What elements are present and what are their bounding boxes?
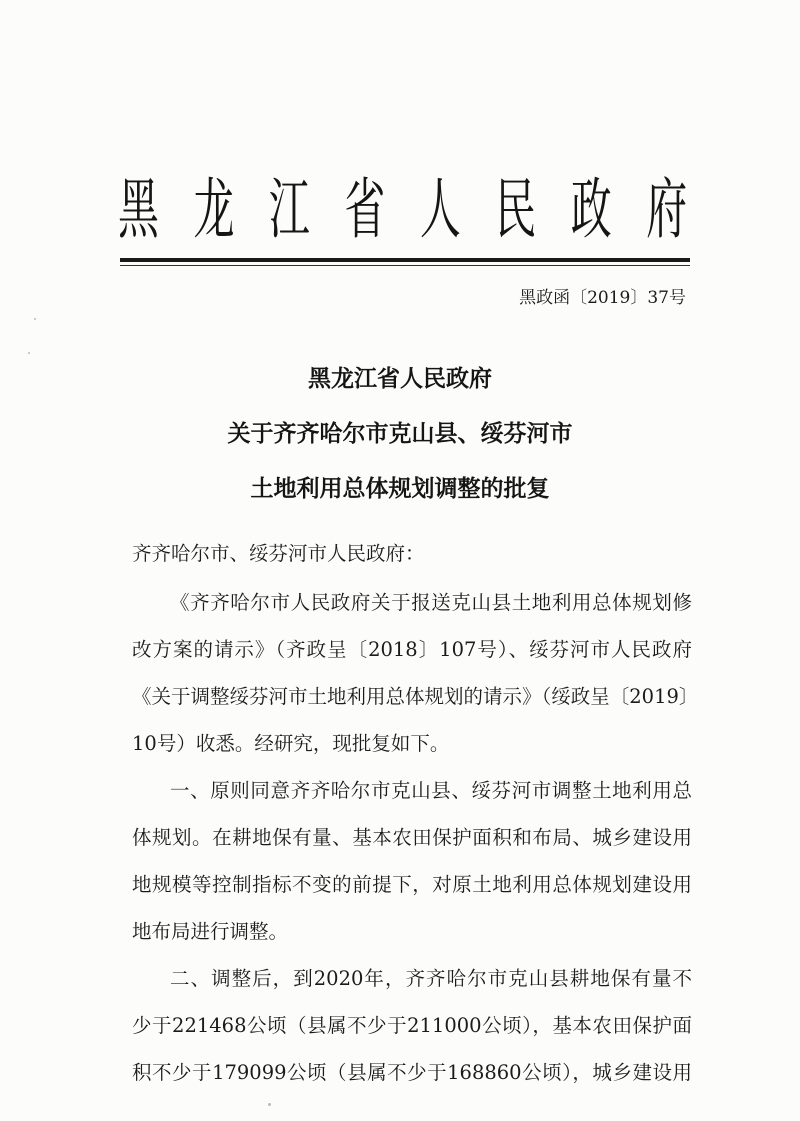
addressee: 齐齐哈尔市、绥芬河市人民政府： xyxy=(132,542,425,565)
scan-speck xyxy=(28,352,30,354)
paragraph-2-line: 体规划。在耕地保有量、基本农田保护面积和布局、城乡建设用 xyxy=(132,826,692,849)
paragraph-1-line: 改方案的请示》（齐政呈〔2018〕107号）、绥芬河市人民政府 xyxy=(132,638,692,661)
scan-speck xyxy=(34,318,36,320)
title-line-2: 关于齐齐哈尔市克山县、绥芬河市 xyxy=(227,421,573,447)
title-line-1: 黑龙江省人民政府 xyxy=(308,366,492,392)
issuer-masthead: 黑龙江省人民政府 xyxy=(118,171,690,248)
scan-speck xyxy=(268,1103,271,1106)
paragraph-2-line: 地规模等控制指标不变的前提下，对原土地利用总体规划建设用 xyxy=(132,873,692,896)
paragraph-1-line: 10号）收悉。经研究，现批复如下。 xyxy=(132,732,450,755)
masthead-rule-thin xyxy=(120,265,690,266)
paragraph-3-line: 积不少于179099公顷（县属不少于168860公顷），城乡建设用 xyxy=(132,1061,692,1084)
paragraph-3-line: 二、调整后，到2020年，齐齐哈尔市克山县耕地保有量不 xyxy=(170,967,692,990)
paragraph-3-line: 少于221468公顷（县属不少于211000公顷），基本农田保护面 xyxy=(132,1014,692,1037)
paragraph-2-line: 地布局进行调整。 xyxy=(132,920,289,943)
paragraph-1-line: 《关于调整绥芬河市土地利用总体规划的请示》（绥政呈〔2019〕 xyxy=(132,685,699,708)
masthead-rule-thick xyxy=(120,258,690,262)
document-number: 黑政函〔2019〕37号 xyxy=(519,288,686,308)
paragraph-1-line: 《齐齐哈尔市人民政府关于报送克山县土地利用总体规划修 xyxy=(170,591,692,614)
title-line-3: 土地利用总体规划调整的批复 xyxy=(250,476,550,502)
paragraph-2-line: 一、原则同意齐齐哈尔市克山县、绥芬河市调整土地利用总 xyxy=(170,779,692,802)
